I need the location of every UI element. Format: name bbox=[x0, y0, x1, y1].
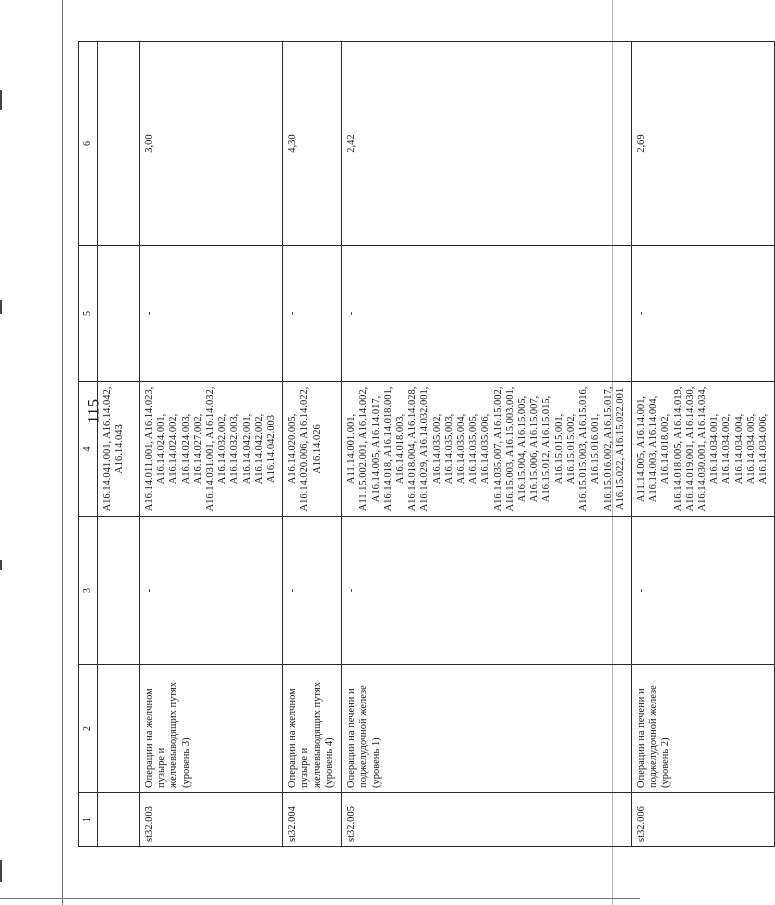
coefficient-cell: 2,69 bbox=[631, 42, 774, 246]
code-cell: st32.005 bbox=[342, 793, 632, 847]
col3-cell bbox=[98, 517, 140, 665]
col3-cell: - bbox=[631, 517, 774, 665]
tariff-table bbox=[78, 41, 775, 847]
col3-cell: - bbox=[283, 517, 342, 665]
codes-cell: A11.14.001.001, A11.15.002.001, A16.14.002, A16.14.005, A16.14.017, A16.14.018, A16.14.018.001, A16.14.018.003, A16.14.018.004, A16.14.028, A16.14.029, A16.14.032.001, A16.14.035.002, A16.14.035.003, A16.14.035.004, A16.14.035.005, A16.14.035.006, A16.14.035.007, A16.15.002, A16.15.003, A16.15.003.001, A16.15.004, A16.15.005, A16.15.006, A16.15.007, A16.15.012, A16.15.015, A16.15.015.001, A16.15.015.002, A16.15.015.003, A16.15.016, A16.15.016.001, A16.15.016.002, A16.15.017, A16.15.022, A16.15.022.001 bbox=[342, 382, 632, 517]
col5-cell: - bbox=[283, 246, 342, 382]
scan-mark bbox=[0, 560, 2, 570]
header-cell: 5 bbox=[79, 246, 98, 382]
table-row bbox=[283, 42, 342, 847]
name-cell bbox=[98, 665, 140, 793]
header-cell: 1 bbox=[79, 793, 98, 847]
coefficient-cell: 4,30 bbox=[283, 42, 342, 246]
scan-edge-left bbox=[62, 0, 63, 905]
name-cell: Операции на печени и поджелудочной железе (уровень 1) bbox=[342, 665, 632, 793]
scan-mark bbox=[0, 300, 2, 314]
scan-mark bbox=[0, 90, 2, 110]
codes-cell: A16.14.011.001, A16.14.023, A16.14.024.001, A16.14.024.002, A16.14.024.003, A16.14.027.002, A16.14.031.001, A16.14.032, A16.14.032.002, A16.14.032.003, A16.14.042.001, A16.14.042.002, A16.14.042.003 bbox=[140, 382, 283, 517]
code-cell bbox=[98, 793, 140, 847]
scan-mark bbox=[0, 860, 2, 882]
table-row bbox=[342, 42, 632, 847]
header-cell: 4 bbox=[79, 382, 98, 517]
codes-cell: A16.14.041.001, A16.14.042, A16.14.043 bbox=[98, 382, 140, 517]
coefficient-cell: 3,00 bbox=[140, 42, 283, 246]
name-cell: Операции на желчном пузыре и желчевыводящих путях (уровень 4) bbox=[283, 665, 342, 793]
code-cell: st32.006 bbox=[631, 793, 774, 847]
col3-cell: - bbox=[342, 517, 632, 665]
code-cell: st32.003 bbox=[140, 793, 283, 847]
name-cell: Операции на печени и поджелудочной железе (уровень 2) bbox=[631, 665, 774, 793]
coefficient-cell bbox=[98, 42, 140, 246]
header-cell: 2 bbox=[79, 665, 98, 793]
page-number: 115 bbox=[85, 398, 103, 424]
header-cell: 6 bbox=[79, 42, 98, 246]
col5-cell: - bbox=[140, 246, 283, 382]
table-row bbox=[98, 42, 140, 847]
name-cell: Операции на желчном пузыре и желчевыводящих путях (уровень 3) bbox=[140, 665, 283, 793]
rotated-table-container bbox=[78, 42, 769, 847]
col5-cell: - bbox=[631, 246, 774, 382]
col5-cell bbox=[98, 246, 140, 382]
header-row bbox=[79, 42, 98, 847]
header-cell: 3 bbox=[79, 517, 98, 665]
codes-cell: A16.14.020.005, A16.14.020.006, A16.14.022, A16.14.026 bbox=[283, 382, 342, 517]
coefficient-cell: 2,42 bbox=[342, 42, 632, 246]
scan-edge-bottom bbox=[0, 898, 640, 899]
table-row bbox=[631, 42, 774, 847]
table-row bbox=[140, 42, 283, 847]
col3-cell: - bbox=[140, 517, 283, 665]
codes-cell: A11.14.005, A16.14.001, A16.14.003, A16.14.004, A16.14.018.002, A16.14.018.005, A16.14.019, A16.14.019.001, A16.14.030, A16.14.030.001, A16.14.034, A16.14.034.001, A16.14.034.002, A16.14.034.004, A16.14.034.005, A16.14.034.006, bbox=[631, 382, 774, 517]
col5-cell: - bbox=[342, 246, 632, 382]
code-cell: st32.004 bbox=[283, 793, 342, 847]
